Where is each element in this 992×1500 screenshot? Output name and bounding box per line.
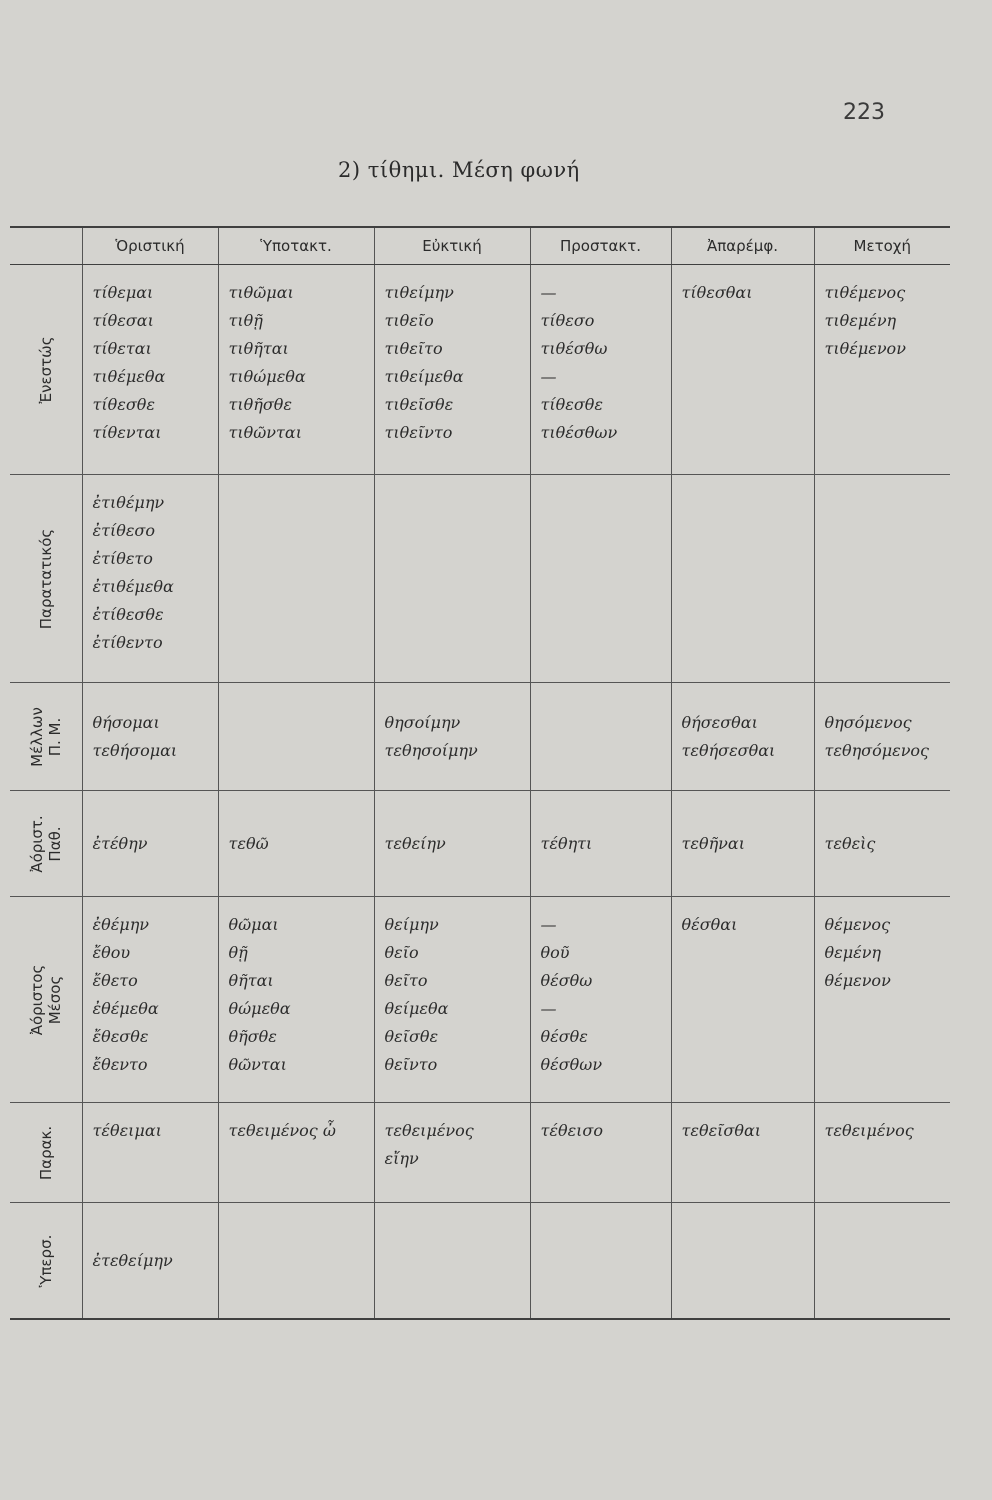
- row-label-cell: [10, 791, 82, 897]
- table-cell: [374, 1203, 530, 1319]
- table-cell: τεθῆναι: [671, 791, 814, 897]
- table-header-row: [10, 227, 950, 265]
- table-cell: θείμην θεῖο θεῖτο θείμεθα θεῖσθε θεῖντο: [374, 897, 530, 1103]
- table-cell: ἐθέμην ἔθου ἔθετο ἐθέμεθα ἔθεσθε ἔθεντο: [82, 897, 218, 1103]
- row-label: Ἐνεστώς: [36, 336, 55, 404]
- table-cell: [218, 475, 374, 683]
- table-cell: — θοῦ θέσθω — θέσθε θέσθων: [530, 897, 671, 1103]
- conjugation-table: [10, 226, 950, 1320]
- table-cell: θησόμενος τεθησόμενος: [814, 683, 950, 791]
- table-cell: θέσθαι: [671, 897, 814, 1103]
- table-row: [10, 1203, 950, 1319]
- table-cell: [530, 1203, 671, 1319]
- table-cell: ἐτεθείμην: [82, 1203, 218, 1319]
- row-label: Παρακ.: [36, 1125, 55, 1180]
- row-label-cell: [10, 475, 82, 683]
- table-cell: — τίθεσο τιθέσθω — τίθεσθε τιθέσθων: [530, 265, 671, 475]
- row-label: Μέλλων Π. Μ.: [27, 706, 64, 767]
- table-cell: τέθειμαι: [82, 1103, 218, 1203]
- table-cell: [671, 475, 814, 683]
- header-corner: [10, 227, 82, 265]
- table-cell: τίθεσθαι: [671, 265, 814, 475]
- column-header: Ὁριστική: [82, 227, 218, 265]
- table-cell: [814, 1203, 950, 1319]
- table-cell: τεθειμένος εἴην: [374, 1103, 530, 1203]
- table-cell: τεθειμένος: [814, 1103, 950, 1203]
- table-cell: [530, 683, 671, 791]
- table-cell: θησοίμην τεθησοίμην: [374, 683, 530, 791]
- row-label-cell: [10, 1203, 82, 1319]
- table-cell: θέμενος θεμένη θέμενον: [814, 897, 950, 1103]
- table-cell: θῶμαι θῇ θῆται θώμεθα θῆσθε θῶνται: [218, 897, 374, 1103]
- table-cell: τέθεισο: [530, 1103, 671, 1203]
- table-cell: θήσεσθαι τεθήσεσθαι: [671, 683, 814, 791]
- column-header: Εὐκτική: [374, 227, 530, 265]
- row-label-cell: [10, 1103, 82, 1203]
- table-cell: [530, 475, 671, 683]
- table-cell: τεθεὶς: [814, 791, 950, 897]
- table-cell: τιθέμενος τιθεμένη τιθέμενον: [814, 265, 950, 475]
- table-row: [10, 791, 950, 897]
- table-cell: θήσομαι τεθήσομαι: [82, 683, 218, 791]
- table-cell: τεθεῖσθαι: [671, 1103, 814, 1203]
- table-row: [10, 265, 950, 475]
- table-cell: τέθητι: [530, 791, 671, 897]
- column-header: Ἀπαρέμφ.: [671, 227, 814, 265]
- table-row: [10, 897, 950, 1103]
- table-cell: τεθειμένος ὦ: [218, 1103, 374, 1203]
- table-cell: ἐτιθέμην ἐτίθεσο ἐτίθετο ἐτιθέμεθα ἐτίθεσθε ἐτίθεντο: [82, 475, 218, 683]
- table-cell: τιθείμην τιθεῖο τιθεῖτο τιθείμεθα τιθεῖσθε τιθεῖντο: [374, 265, 530, 475]
- row-label: Ἀόριστ. Παθ.: [27, 815, 64, 873]
- row-label: Ἀόριστος Μέσος: [27, 964, 64, 1036]
- table-row: [10, 683, 950, 791]
- row-label-cell: [10, 683, 82, 791]
- table-cell: [814, 475, 950, 683]
- table-row: [10, 475, 950, 683]
- row-label: Παρατατικός: [36, 528, 55, 629]
- table-cell: ἐτέθην: [82, 791, 218, 897]
- column-header: Προστακτ.: [530, 227, 671, 265]
- page-number: 223: [843, 100, 885, 125]
- page-title: 2) τίθημι. Μέση φωνή: [338, 158, 580, 182]
- table-cell: [374, 475, 530, 683]
- row-label: Ὑπερσ.: [36, 1234, 55, 1288]
- table-row: [10, 1103, 950, 1203]
- table-cell: τεθείην: [374, 791, 530, 897]
- table-cell: [218, 683, 374, 791]
- table-cell: [671, 1203, 814, 1319]
- row-label-cell: [10, 265, 82, 475]
- table-cell: τίθεμαι τίθεσαι τίθεται τιθέμεθα τίθεσθε τίθενται: [82, 265, 218, 475]
- row-label-cell: [10, 897, 82, 1103]
- column-header: Μετοχή: [814, 227, 950, 265]
- table-cell: τιθῶμαι τιθῇ τιθῆται τιθώμεθα τιθῆσθε τιθῶνται: [218, 265, 374, 475]
- table-cell: [218, 1203, 374, 1319]
- column-header: Ὑποτακτ.: [218, 227, 374, 265]
- table-cell: τεθῶ: [218, 791, 374, 897]
